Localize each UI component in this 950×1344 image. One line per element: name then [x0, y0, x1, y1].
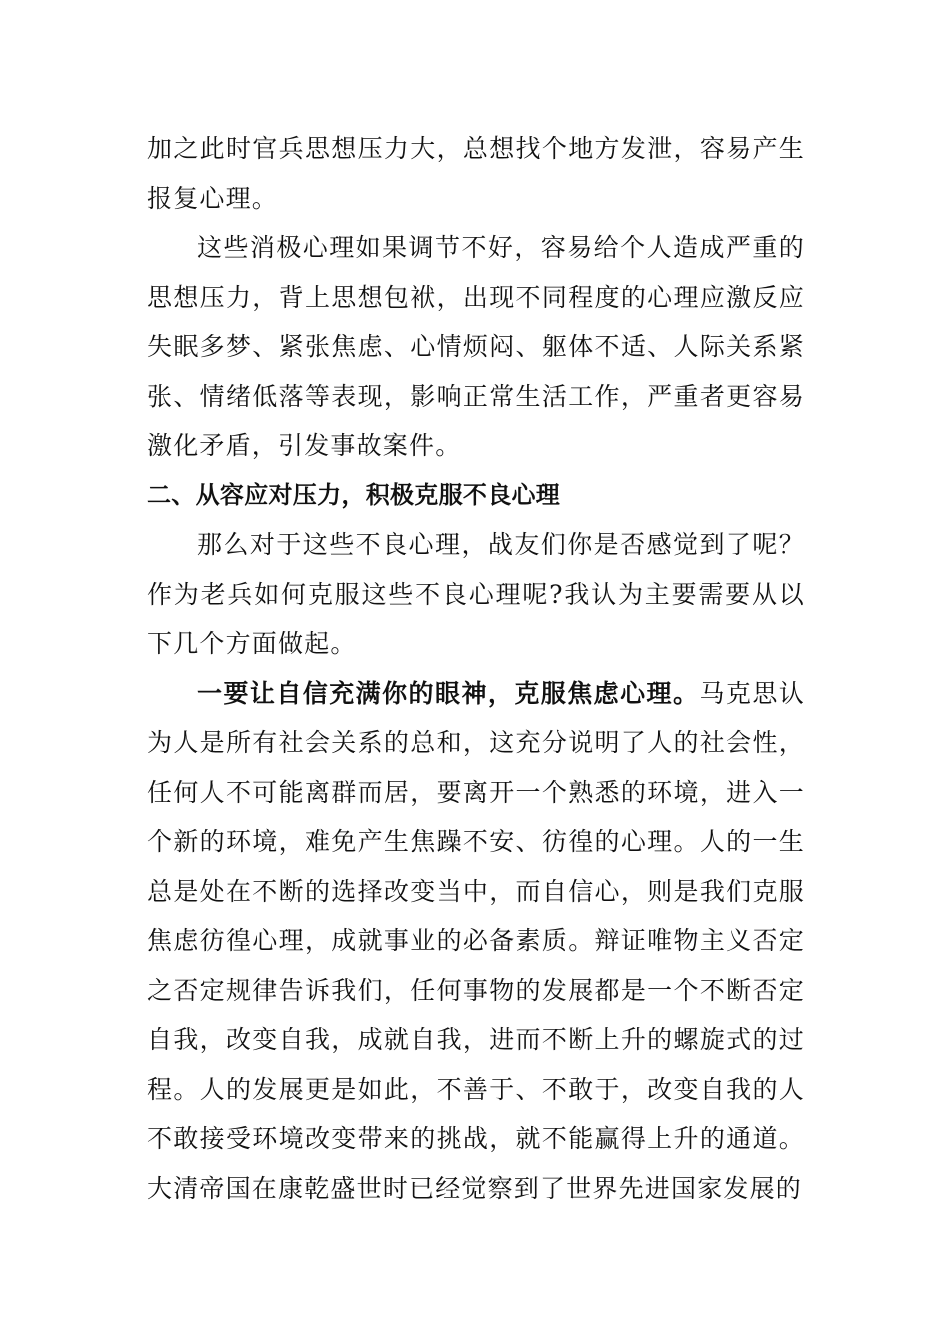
paragraph-4-lead: 一要让自信充满你的眼神，克服焦虑心理。 — [197, 678, 700, 708]
document-body — [147, 124, 805, 1213]
paragraph-3: 那么对于这些不良心理，战友们你是否感觉到了呢？作为老兵如何克服这些不良心理呢?我认为主要需要从以下几个方面做起。 — [147, 530, 805, 658]
section-heading: 二、从容应对压力，积极克服不良心理 — [147, 480, 561, 509]
paragraph-4-body: 马克思认为人是所有社会关系的总和，这充分说明了人的社会性，任何人不可能离群而居，要离开一个熟悉的环境，进入一个新的环境，难免产生焦躁不安、彷徨的心理。人的一生总是处在不断的选择改变当中，而自信心，则是我们克服焦虑彷徨心理，成就事业的必备素质。辩证唯物主义否定之否定规律告诉我们，任何事物的发展都是一个不断否定自我，改变自我，成就自我，进而不断上升的螺旋式的过程。人的发展更是如此，不善于、不敢于，改变自我的人不敢接受环境改变带来的挑战，就不能赢得上升的通道。大清帝国在康乾盛世时已经觉察到了世界先进国家发展的 — [147, 678, 805, 1203]
paragraph-1: 加之此时官兵思想压力大，总想找个地方发泄，容易产生报复心理。 — [147, 134, 805, 213]
paragraph-4 — [147, 669, 805, 1214]
paragraph-2: 这些消极心理如果调节不好，容易给个人造成严重的思想压力，背上思想包袱，出现不同程度的心理应激反应失眠多梦、紧张焦虑、心情烦闷、躯体不适、人际关系紧张、情绪低落等表现，影响正常生活工作，严重者更容易激化矛盾，引发事故案件。 — [147, 233, 805, 460]
